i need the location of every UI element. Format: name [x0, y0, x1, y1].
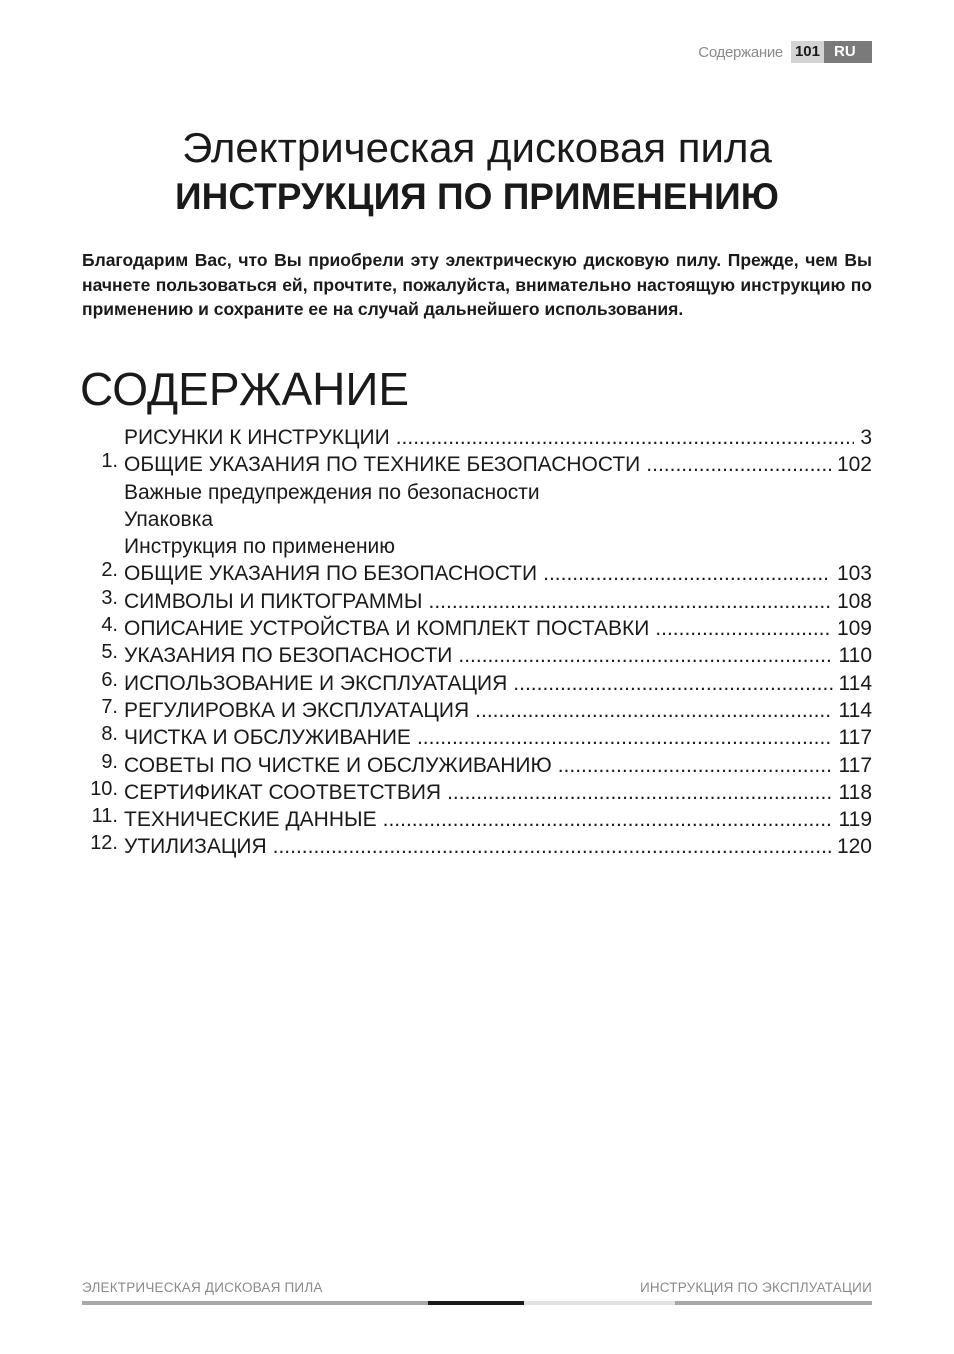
toc-entry-title: Важные предупреждения по безопасности	[124, 480, 540, 504]
toc-entry	[82, 533, 872, 560]
intro-paragraph: Благодарим Вас, что Вы приобрели эту электрическую дисковую пилу. Прежде, чем Вы начнете пользоваться ей, прочтите, пожалуйста, внимательно настоящую инструкцию по применению и сохраните ее на случай дальнейшего использования.	[82, 250, 872, 319]
toc-entry	[82, 560, 872, 587]
toc-entry-number: 3.	[101, 586, 118, 609]
footer-bar-segment	[524, 1301, 675, 1305]
toc-dot-leader	[458, 642, 832, 669]
toc-entry-page: 114	[838, 671, 872, 695]
toc-entry-title: ИСПОЛЬЗОВАНИЕ И ЭКСПЛУАТАЦИЯ	[124, 671, 508, 695]
toc-entry-title: ОБЩИЕ УКАЗАНИЯ ПО ТЕХНИКЕ БЕЗОПАСНОСТИ	[124, 453, 641, 477]
toc-heading: СОДЕРЖАНИЕ	[80, 363, 410, 415]
header-language-badge: RU	[824, 41, 872, 63]
footer-bar-segment	[82, 1301, 428, 1305]
toc-entry	[82, 506, 872, 533]
toc-dot-leader	[475, 697, 832, 724]
toc-entry-number: 7.	[101, 695, 118, 718]
header-section-title: Содержание	[698, 43, 783, 61]
toc-entry-number: 8.	[101, 723, 118, 746]
toc-dot-leader	[655, 615, 831, 642]
toc-dot-leader	[383, 806, 833, 833]
toc-entry	[82, 697, 872, 724]
toc-dot-leader	[396, 424, 855, 451]
toc-dot-leader	[543, 560, 831, 587]
toc-entry-number: 12.	[90, 832, 118, 855]
toc-entry-title: СИМВОЛЫ И ПИКТОГРАММЫ	[124, 589, 423, 613]
document-title	[0, 122, 954, 220]
toc-entry-title: СЕРТИФИКАТ СООТВЕТСТВИЯ	[124, 780, 442, 804]
toc-entry-number: 6.	[101, 668, 118, 691]
toc-entry-number: 10.	[90, 777, 118, 800]
toc-entry	[82, 752, 872, 779]
toc-entry-title: ТЕХНИЧЕСКИЕ ДАННЫЕ	[124, 808, 377, 832]
toc-entry	[82, 615, 872, 642]
toc-dot-leader	[558, 752, 833, 779]
toc-entry-number: 11.	[91, 805, 118, 828]
toc-dot-leader	[417, 724, 833, 751]
header-page-number: 101	[791, 41, 824, 63]
page-header	[698, 41, 872, 63]
toc-entry-title: УТИЛИЗАЦИЯ	[124, 835, 267, 859]
toc-entry-page: 114	[838, 698, 872, 722]
toc-entry-title: ОПИСАНИЕ УСТРОЙСТВА И КОМПЛЕКТ ПОСТАВКИ	[124, 617, 650, 641]
toc-entry-title: Инструкция по применению	[124, 535, 396, 559]
toc-entry-title: РИСУНКИ К ИНСТРУКЦИИ	[124, 426, 390, 449]
table-of-contents	[82, 424, 872, 861]
toc-entry	[82, 806, 872, 833]
title-manual-name: ИНСТРУКЦИЯ ПО ПРИМЕНЕНИЮ	[175, 176, 779, 217]
toc-entry-number: 1.	[101, 450, 118, 473]
toc-entry	[82, 588, 872, 615]
toc-entry	[82, 642, 872, 669]
toc-entry	[82, 833, 872, 860]
toc-entry-title: Упаковка	[124, 507, 214, 531]
footer-manual-name: ИНСТРУКЦИЯ ПО ЭКСПЛУАТАЦИИ	[639, 1280, 872, 1295]
toc-entry-title: ОБЩИЕ УКАЗАНИЯ ПО БЕЗОПАСНОСТИ	[124, 562, 538, 586]
footer-bar-segment	[428, 1301, 524, 1305]
footer-product-name: ЭЛЕКТРИЧЕСКАЯ ДИСКОВАЯ ПИЛА	[82, 1280, 323, 1295]
toc-dot-leader	[273, 833, 831, 860]
toc-dot-leader	[513, 670, 832, 697]
toc-dot-leader	[447, 779, 832, 806]
toc-entry-page: 118	[838, 780, 872, 804]
toc-entry-page: 117	[838, 726, 872, 750]
toc-entry-title: РЕГУЛИРОВКА И ЭКСПЛУАТАЦИЯ	[124, 698, 470, 722]
toc-entry	[82, 670, 872, 697]
toc-entry-number: 4.	[101, 614, 118, 637]
toc-entry-page: 110	[838, 644, 872, 668]
toc-entry-number: 9.	[101, 750, 118, 773]
toc-entry	[82, 724, 872, 751]
toc-entry-page: 108	[836, 589, 872, 613]
footer-divider-bar	[82, 1301, 872, 1305]
toc-entry	[82, 779, 872, 806]
title-product-name: Электрическая дисковая пила	[182, 124, 772, 171]
toc-entry-title: УКАЗАНИЯ ПО БЕЗОПАСНОСТИ	[124, 644, 453, 668]
toc-entry-page: 119	[838, 808, 872, 832]
toc-entry	[82, 479, 872, 506]
toc-entry	[82, 424, 872, 451]
toc-entry-title: СОВЕТЫ ПО ЧИСТКЕ И ОБСЛУЖИВАНИЮ	[124, 753, 552, 777]
toc-entry-page: 3	[860, 426, 872, 449]
toc-entry-page: 103	[836, 562, 872, 586]
toc-dot-leader	[646, 451, 831, 478]
toc-entry-number: 2.	[101, 559, 118, 582]
footer-bar-segment	[675, 1301, 872, 1305]
toc-dot-leader	[429, 588, 831, 615]
toc-entry-page: 109	[836, 617, 872, 641]
toc-entry	[82, 451, 872, 478]
toc-entry-number: 5.	[101, 641, 118, 664]
toc-entry-page: 120	[836, 835, 872, 859]
toc-entry-page: 102	[836, 453, 872, 477]
toc-entry-page: 117	[838, 753, 872, 777]
toc-entry-title: ЧИСТКА И ОБСЛУЖИВАНИЕ	[124, 726, 411, 750]
